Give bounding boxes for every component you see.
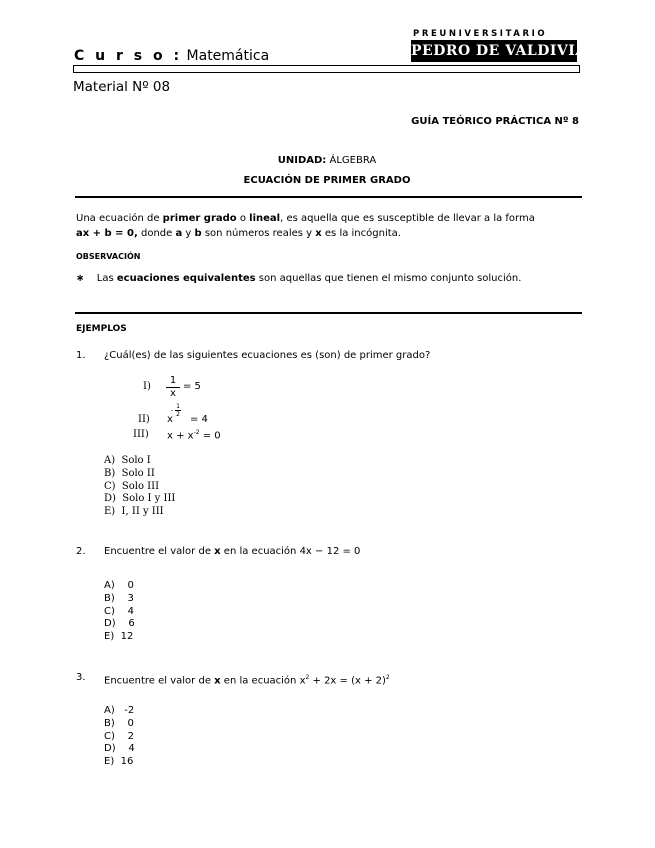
eq-iii-label: III) <box>133 429 149 440</box>
section-rule <box>75 196 582 198</box>
q1-options <box>104 455 175 519</box>
option-b[interactable]: B) Solo II <box>104 467 155 479</box>
exponent-sign: - <box>171 407 174 414</box>
option-d[interactable]: D) 4 <box>104 743 135 755</box>
observation-item <box>76 271 521 286</box>
unit-subtitle: ECUACIÓN DE PRIMER GRADO <box>243 175 411 186</box>
intro-text: son números reales y <box>201 228 316 239</box>
option-a[interactable]: A) 0 <box>104 580 134 591</box>
eq-iii <box>167 429 221 441</box>
question-text-part: + 2x = (x + 2) <box>309 675 386 687</box>
question-text <box>104 670 390 688</box>
course-value: Matemática <box>186 48 270 64</box>
fraction-numerator: 1 <box>169 375 177 386</box>
question-variable: x <box>214 675 221 687</box>
eq-i-fraction <box>166 375 180 399</box>
fraction-denominator: x <box>166 387 180 399</box>
brand-logo: PEDRO DE VALDIVIA <box>411 40 577 62</box>
intro-text: y <box>182 228 195 239</box>
intro-bold: b <box>194 228 202 239</box>
intro-text: es la incógnita. <box>321 228 401 239</box>
observation-text: Las <box>96 273 117 284</box>
option-e[interactable]: E) 12 <box>104 631 134 643</box>
intro-bold: x <box>315 228 322 239</box>
exponent-numerator: 1 <box>176 403 180 410</box>
eq-iii-exponent: -2 <box>193 429 200 436</box>
option-e[interactable]: E) 16 <box>104 756 134 768</box>
option-d[interactable]: D) 6 <box>104 618 135 630</box>
intro-text: Una ecuación de <box>76 213 163 224</box>
intro-text: donde <box>137 228 176 239</box>
header-rule <box>73 65 580 73</box>
eq-iii-lhs: x + x <box>167 430 194 442</box>
exponent-denominator: 2 <box>176 411 180 418</box>
option-c[interactable]: C) Solo III <box>104 480 160 492</box>
question-text-part: en la ecuación 4x − 12 = 0 <box>220 546 361 557</box>
observation-text: son aquellas que tienen el mismo conjunto solución. <box>255 273 522 284</box>
intro-bold: a <box>175 228 183 239</box>
intro-text: o <box>236 213 250 224</box>
eq-i-label: I) <box>143 381 151 392</box>
intro-text: , es aquella que es susceptible de llevar a la forma <box>280 213 535 224</box>
option-d[interactable]: D) Solo I y III <box>104 493 176 505</box>
option-c[interactable]: C) 4 <box>104 605 134 617</box>
observation-bold: ecuaciones equivalentes <box>116 273 256 284</box>
intro-paragraph <box>76 211 581 241</box>
option-b[interactable]: B) 3 <box>104 592 134 604</box>
option-b[interactable]: B) 0 <box>104 717 134 729</box>
question-text-part: en la ecuación x <box>220 675 306 687</box>
material-number: Material Nº 08 <box>73 79 171 95</box>
course-label: C u r s o : <box>74 48 183 64</box>
unit-value: ÁLGEBRA <box>329 155 377 166</box>
question-text-part: Encuentre el valor de <box>104 546 215 557</box>
intro-bold: lineal <box>249 213 281 224</box>
intro-bold: primer grado <box>162 213 237 224</box>
eq-iii-rhs: = 0 <box>199 430 221 442</box>
unit-label: UNIDAD: <box>277 155 327 166</box>
question-exponent: 2 <box>305 674 310 681</box>
bullet-icon: ∗ <box>76 273 85 284</box>
eq-ii-exponent <box>171 403 181 418</box>
eq-ii-label: II) <box>138 414 150 425</box>
option-c[interactable]: C) 2 <box>104 730 134 742</box>
guide-title: GUÍA TEÓRICO PRÁCTICA Nº 8 <box>411 116 579 127</box>
observation-title: OBSERVACIÓN <box>76 252 141 261</box>
option-e[interactable]: E) I, II y III <box>104 506 164 518</box>
section-rule <box>75 312 582 314</box>
intro-formula: ax + b = 0, <box>76 228 138 239</box>
option-a[interactable]: A) -2 <box>104 705 135 716</box>
question-variable: x <box>214 546 221 557</box>
question-text <box>104 544 360 559</box>
course-header <box>74 48 269 64</box>
question-number: 3. <box>76 672 86 683</box>
question-number: 1. <box>76 350 86 361</box>
eq-ii-rhs: = 4 <box>190 414 208 425</box>
eq-i-rhs: = 5 <box>183 381 201 392</box>
question-text-part: Encuentre el valor de <box>104 675 215 687</box>
question-number: 2. <box>76 546 86 557</box>
option-a[interactable]: A) Solo I <box>104 455 151 466</box>
brand-tagline: PREUNIVERSITARIO <box>413 29 548 39</box>
q2-options <box>104 580 135 644</box>
eq-ii-base: x <box>167 414 173 425</box>
unit-title <box>73 155 581 166</box>
q3-options <box>104 705 135 769</box>
question-exponent: 2 <box>385 674 390 681</box>
examples-title: EJEMPLOS <box>76 324 127 334</box>
question-text: ¿Cuál(es) de las siguientes ecuaciones es (son) de primer grado? <box>104 350 431 361</box>
